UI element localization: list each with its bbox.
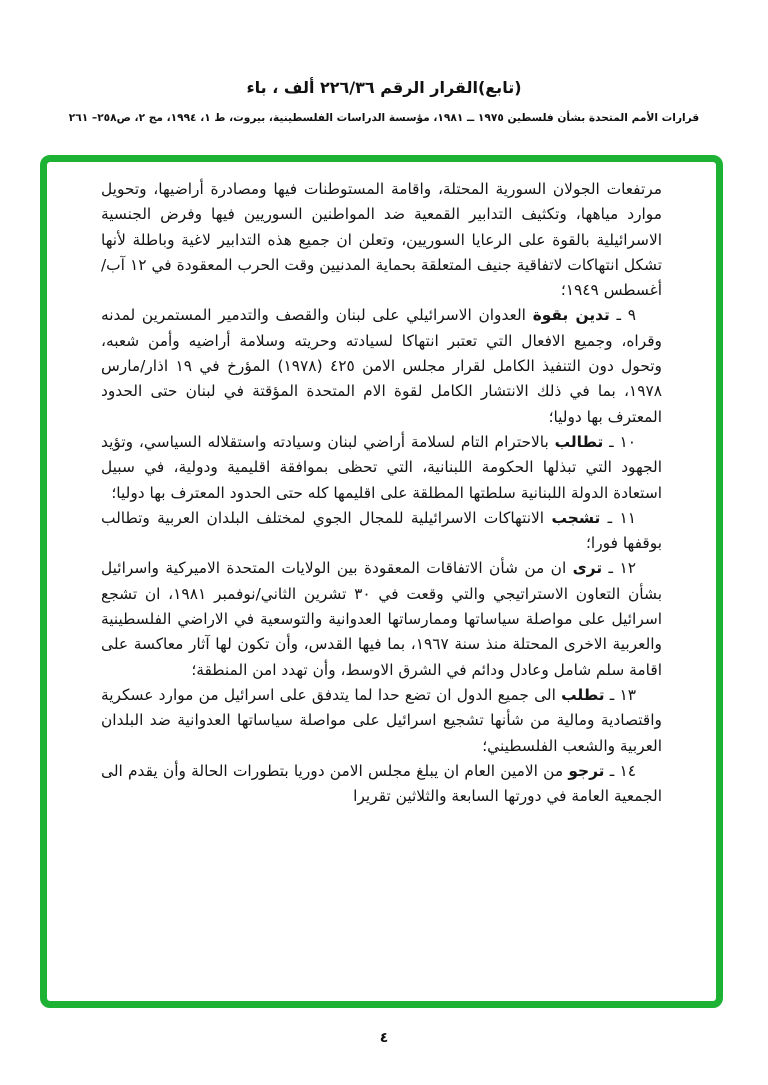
paragraph-text: ان من شأن الاتفاقات المعقودة بين الولايات المتحدة الاميركية واسرائيل بشأن التعاون الاستراتيجي والتي وقعت في ٣٠ تشرين الثاني/نوفمبر ١٩٨١، ان تشجع اسرائيل على مواصلة سياساتها وممارساتها العدوانية والتوسعية في الاراضي الفلسطينية والعربية الاخرى المحتلة منذ سنة ١٩٦٧، بما فيها القدس، وأن تكون لها آثار معاكسة على اقامة سلم شامل وعادل ودائم في الشرق الاوسط، وأن تهدد امن المنطقة؛ [101,559,662,679]
paragraph-lead-verb: ترى [572,559,603,578]
paragraph [101,430,662,506]
paragraph-lead-verb: تدين بقوة [532,306,610,325]
paragraph-number: ١٤ [619,761,636,780]
green-highlight-frame [40,155,723,1008]
document-title: (تابع)القرار الرقم ٢٢٦/٣٦ ألف ، باء [246,78,522,97]
paragraph-separator: ـ [602,559,620,578]
source-citation-line: قرارات الأمم المتحدة بشأن فلسطين ١٩٧٥ ــ ١٩٨١، مؤسسة الدراسات الفلسطينية، بيروت، ط ١، ١٩٩٤، مج ٢، ص٢٥٨– ٢٦١ [68,112,700,124]
paragraph-head [563,762,636,780]
paragraph-number: ١٢ [619,559,636,578]
paragraph-lead-verb: تطالب [554,432,604,451]
paragraph [101,556,662,682]
page-number: ٤ [379,1030,389,1046]
document-body [101,177,662,809]
paragraph [101,506,662,557]
paragraph-number: ١٠ [619,432,636,451]
paragraph-lead-verb: ترجو [568,761,605,780]
paragraph-lead-verb: تشجب [551,508,601,527]
paragraph-number: ١٣ [619,685,637,704]
paragraph-text: العدوان الاسرائيلي على لبنان والقصف والتدمير المستمرين لمدنه وقراه، وجميع الافعال التي تعتبر انتهاكا لسيادته وحريته وسلامة أراضيه وأمن شعبه، وتحول دون التنفيذ الكامل لقرار مجلس الامن ٤٢٥ (١٩٧٨) المؤرخ في ١٩ اذار/مارس ١٩٧٨، بما في ذلك الانتشار الكامل لقوة الام المتحدة المؤقتة في لبنان حتى الحدود المعترف بها دوليا؛ [101,306,662,426]
paragraph [101,303,662,429]
paragraph-head [526,306,636,324]
paragraph-separator: ـ [600,508,620,527]
paragraph-head [566,559,636,577]
paragraph-head [544,509,636,527]
paragraph-number: ١١ [619,508,636,527]
paragraph-separator: ـ [604,685,620,704]
paragraph-lead-verb: تطلب [561,685,605,704]
paragraph [101,177,662,303]
paragraph-separator: ـ [609,306,628,325]
paragraph-head [549,433,636,451]
paragraph-text: من الامين العام ان يبلغ مجلس الامن دوريا بتطورات الحالة وأن يقدم الى الجمعية العامة في دورتها السابعة والثلاثين تقريرا [101,761,662,806]
paragraph-text: الانتهاكات الاسرائيلية للمجال الجوي لمختلف البلدان العربية وتطالب بوقفها فورا؛ [101,508,662,553]
paragraph-separator: ـ [603,432,620,451]
paragraph-text: مرتفعات الجولان السورية المحتلة، واقامة المستوطنات فيها ومصادرة أراضيها، وتحويل موارد مياهها، وتكثيف التدابير القمعية ضد المواطنين السوريين فيها وفرض الجنسية الاسرائيلية بالقوة على الرعايا السوريين، وتعلن ان جميع هذه التدابير لاغية وباطلة لأنها تشكل انتهاكات لاتفاقية جنيف المتعلقة بحماية المدنيين وقت الحرب المعقودة في ١٢ آب/أغسطس ١٩٤٩؛ [101,180,662,300]
paragraph-head [556,686,636,704]
paragraph-text: الى جميع الدول ان تضع حدا لما يتدفق على اسرائيل من موارد عسكرية واقتصادية ومالية من شأنها تشجيع اسرائيل على مواصلة سياساتها العدوانية ضد البلدان العربية والشعب الفلسطيني؛ [101,685,662,755]
paragraph-text: بالاحترام التام لسلامة أراضي لبنان وسيادته واستقلاله السياسي، وتؤيد الجهود التي تبذلها الحكومة اللبنانية، التي تحظى بموافقة اقليمية ودولية، في سبيل استعادة الدولة اللبنانية سلطتها المطلقة على اقليمها كله حتى الحدود المعترف بها دوليا؛ [101,432,662,502]
paragraph [101,683,662,759]
paragraph-separator: ـ [604,761,620,780]
paragraph-number: ٩ [627,306,636,325]
paragraph [101,759,662,810]
